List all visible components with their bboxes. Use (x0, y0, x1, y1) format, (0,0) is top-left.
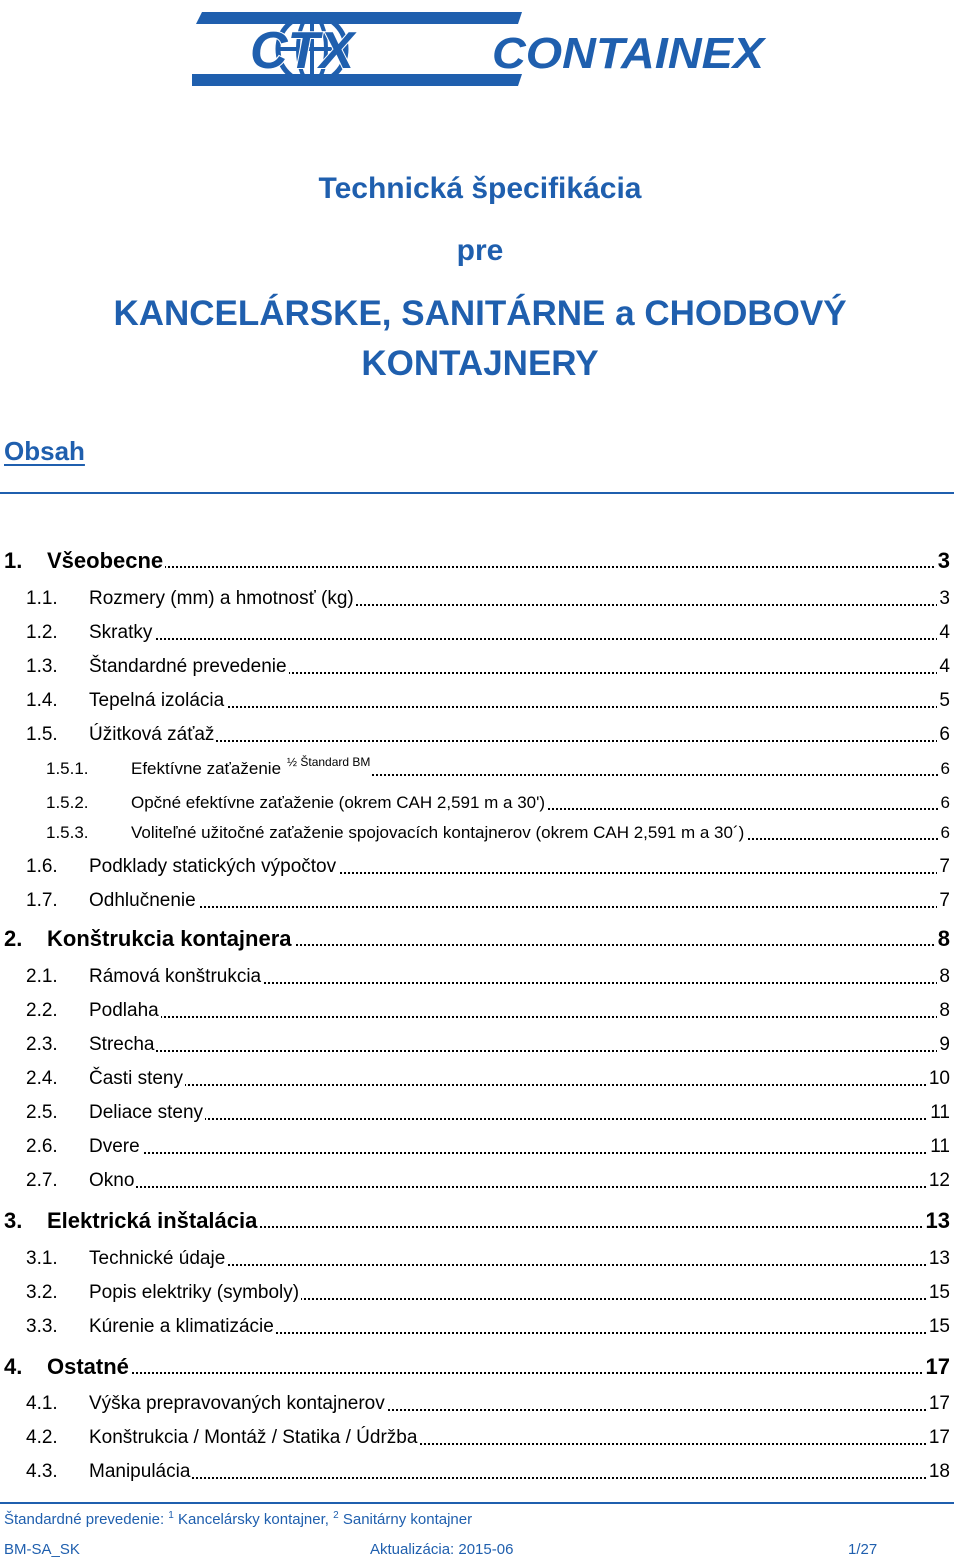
toc-entry-number: 1.5. (26, 724, 58, 745)
toc-entry-page: 7 (939, 890, 950, 911)
toc-entry-title (47, 549, 165, 573)
toc-leader-dots (89, 1477, 950, 1479)
toc-entry-page: 8 (939, 1000, 950, 1021)
toc-entry-number: 2.3. (26, 1034, 58, 1055)
toc-entry[interactable] (0, 1029, 960, 1057)
toc-entry-page: 4 (939, 622, 950, 643)
toc-entry-title-text: Popis elektriky (symboly) (89, 1282, 300, 1303)
toc-entry-title-text: Úžitková záťaž (89, 724, 215, 745)
toc-entry-page: 6 (939, 724, 950, 745)
toc-entry-title-text: Podklady statických výpočtov (89, 856, 337, 877)
toc-entry-page: 11 (930, 1136, 950, 1157)
toc-entry-title (89, 889, 198, 913)
toc-leader-dots (89, 1186, 950, 1188)
title-line-4: KONTAJNERY (361, 344, 599, 383)
toc-entry[interactable] (0, 1422, 960, 1450)
toc-entry-title (89, 965, 263, 989)
toc-entry-number: 1.6. (26, 856, 58, 877)
doc-code: BM-SA_SK (4, 1541, 80, 1558)
separator-top (0, 492, 954, 494)
toc-entry-title-text: Časti steny (89, 1068, 183, 1089)
toc-leader-dots (89, 1016, 950, 1018)
toc-entry-title-text: Strecha (89, 1034, 155, 1055)
toc-entry[interactable] (0, 1131, 960, 1159)
toc-entry-title-text: Tepelná izolácia (89, 690, 225, 711)
toc-entry-title (131, 821, 746, 845)
toc-leader-dots (89, 638, 950, 640)
toc-entry[interactable] (0, 1063, 960, 1091)
footer-note-item2: Sanitárny kontajner (338, 1511, 473, 1528)
toc-entry-title-text: Manipulácia (89, 1461, 191, 1482)
toc-leader-dots (89, 1084, 950, 1086)
toc-entry-title-text: Rozmery (mm) a hmotnosť (kg) (89, 588, 354, 609)
toc-entry-title (89, 1426, 419, 1450)
toc-entry-page: 3 (939, 588, 950, 609)
toc-entry-number: 1.1. (26, 588, 58, 609)
toc-entry-title-text: Efektívne zaťaženie (131, 759, 282, 778)
toc-entry-page: 8 (939, 966, 950, 987)
toc-entry-page: 6 (939, 821, 950, 845)
toc-entry[interactable] (0, 1165, 960, 1193)
toc-entry-number: 2.6. (26, 1136, 58, 1157)
toc-entry-title (89, 1460, 192, 1484)
footer-note-item1: Kancelársky kontajner, (173, 1511, 334, 1528)
toc-entry[interactable] (0, 1351, 960, 1379)
toc-entry[interactable] (0, 545, 960, 573)
toc-leader-dots (89, 1050, 950, 1052)
toc-entry-number: 1.7. (26, 890, 58, 911)
toc-entry[interactable] (0, 851, 960, 879)
toc-entry[interactable] (0, 617, 960, 645)
toc-entry-page: 17 (925, 1354, 950, 1379)
title-line-2: pre (456, 234, 504, 267)
toc-entry-title-text: Podlaha (89, 1000, 159, 1021)
toc-entry-title (89, 621, 154, 645)
toc-entry-title-text: Všeobecne (47, 548, 164, 573)
toc-entry-number: 2.1. (26, 966, 58, 987)
toc-entry-number: 4. (4, 1354, 23, 1379)
toc-entry-page: 18 (928, 1461, 950, 1482)
toc-entry-title (47, 1355, 131, 1379)
toc-entry-number: 2.2. (26, 1000, 58, 1021)
toc-entry-page: 17 (928, 1427, 950, 1448)
toc-entry-title (131, 750, 372, 781)
toc-entry-title (131, 791, 547, 815)
toc-entry-title (89, 1315, 276, 1339)
toc-entry-number: 4.2. (26, 1427, 58, 1448)
toc-entry-page: 17 (928, 1393, 950, 1414)
toc-entry-number: 3.1. (26, 1248, 58, 1269)
toc-entry-page: 6 (939, 757, 950, 781)
toc-entry-number: 1. (4, 548, 23, 573)
toc-entry-title-text: Kúrenie a klimatizácie (89, 1316, 274, 1337)
toc-entry[interactable] (0, 817, 960, 845)
toc-entry[interactable] (0, 787, 960, 815)
toc-leader-dots (89, 1118, 950, 1120)
footer-note-sup1: 1 (168, 1510, 174, 1521)
toc-entry[interactable] (0, 923, 960, 951)
toc-heading[interactable]: Obsah (4, 436, 85, 466)
toc-entry[interactable] (0, 1456, 960, 1484)
toc-entry-number: 3.2. (26, 1282, 58, 1303)
toc-entry-title-text: Elektrická inštalácia (47, 1208, 258, 1233)
toc-entry-number: 2.4. (26, 1068, 58, 1089)
toc-entry-title (89, 1135, 142, 1159)
toc-entry[interactable] (0, 1277, 960, 1305)
toc-entry[interactable] (0, 1243, 960, 1271)
toc-entry-page: 7 (939, 856, 950, 877)
toc-entry-page: 13 (928, 1248, 950, 1269)
toc-entry-title (89, 723, 216, 747)
toc-entry-page: 13 (925, 1208, 950, 1233)
toc-entry-title-text: Rámová konštrukcia (89, 966, 262, 987)
toc-entry-page: 5 (939, 690, 950, 711)
toc-entry-title-text: Konštrukcia / Montáž / Statika / Údržba (89, 1427, 418, 1448)
toc-entry-title-text: Deliace steny (89, 1102, 204, 1123)
toc-leader-dots (47, 566, 950, 568)
toc-entry-title-text: Technické údaje (89, 1248, 226, 1269)
toc-entry-number: 2.7. (26, 1170, 58, 1191)
toc-entry-title (89, 1169, 136, 1193)
toc-entry-title-text: Výška prepravovaných kontajnerov (89, 1393, 385, 1414)
toc-entry-title (47, 1209, 259, 1233)
toc-entry[interactable] (0, 995, 960, 1023)
toc-entry-title (89, 655, 289, 679)
toc-entry-title (89, 999, 161, 1023)
toc-entry-number: 1.4. (26, 690, 58, 711)
toc-entry-title (89, 1247, 227, 1271)
toc-entry-page: 9 (939, 1034, 950, 1055)
toc-entry-number: 2. (4, 926, 23, 951)
toc-leader-dots (47, 1372, 950, 1374)
footer-note-prefix: Štandardné prevedenie: (4, 1511, 169, 1528)
toc-entry-title-text: Dvere (89, 1136, 140, 1157)
toc-entry-page: 3 (937, 548, 950, 573)
toc-entry-number: 1.5.1. (46, 759, 89, 778)
toc-entry-title-text: Skratky (89, 622, 153, 643)
toc-entry[interactable] (0, 885, 960, 913)
toc-entry-title (47, 927, 294, 951)
separator-bottom (0, 1502, 954, 1504)
containex-logo (192, 10, 767, 88)
toc-entry-page: 15 (928, 1282, 950, 1303)
toc-entry-superscript: ½ Štandard BM (287, 755, 371, 769)
toc-entry-title (89, 1101, 205, 1125)
toc-entry-title-text: Odhlučnenie (89, 890, 196, 911)
toc-entry-page: 10 (928, 1068, 950, 1089)
toc-entry[interactable] (0, 753, 960, 781)
toc-leader-dots (89, 1152, 950, 1154)
toc-entry[interactable] (0, 1097, 960, 1125)
toc-entry-page: 4 (939, 656, 950, 677)
toc-entry-title (89, 1392, 387, 1416)
toc-entry-title-text: Okno (89, 1170, 135, 1191)
footer-note-sup2: 2 (333, 1510, 339, 1521)
toc-entry[interactable] (0, 1311, 960, 1339)
toc-entry-page: 8 (937, 926, 950, 951)
toc-entry-number: 1.3. (26, 656, 58, 677)
toc-entry-number: 4.3. (26, 1461, 58, 1482)
toc-entry[interactable] (0, 1388, 960, 1416)
toc-entry[interactable] (0, 719, 960, 747)
toc-leader-dots (89, 906, 950, 908)
toc-entry-number: 1.5.2. (46, 793, 89, 812)
toc-entry-title-text: Voliteľné užitočné zaťaženie spojovacích kontajnerov (okrem CAH 2,591 m a 30´) (131, 823, 745, 842)
toc-entry-page: 12 (928, 1170, 950, 1191)
logo-ctx-text: CTX (250, 22, 354, 80)
toc-entry-number: 1.2. (26, 622, 58, 643)
toc-entry-title-text: Ostatné (47, 1354, 129, 1379)
toc-leader-dots (89, 740, 950, 742)
footer-note (4, 1510, 472, 1528)
toc-entry-number: 1.5.3. (46, 823, 89, 842)
toc-entry-title (89, 587, 356, 611)
toc-entry-title-text: Konštrukcia kontajnera (47, 926, 292, 951)
toc-entry-title (89, 689, 226, 713)
toc-entry-title-text: Štandardné prevedenie (89, 656, 287, 677)
page-number: 1/27 (848, 1541, 878, 1558)
toc-entry[interactable] (0, 583, 960, 611)
toc-entry-title (89, 855, 338, 879)
toc-entry-title-text: Opčné efektívne zaťaženie (okrem CAH 2,591 m a 30') (131, 793, 546, 812)
toc-entry[interactable] (0, 651, 960, 679)
toc-entry[interactable] (0, 1205, 960, 1233)
toc-entry-title (89, 1033, 156, 1057)
toc-entry-page: 15 (928, 1316, 950, 1337)
logo-brand-text: CONTAINEX (492, 29, 767, 78)
toc-entry[interactable] (0, 685, 960, 713)
title-line-3: KANCELÁRSKE, SANITÁRNE a CHODBOVÝ (113, 294, 847, 333)
toc-entry-number: 3. (4, 1208, 23, 1233)
toc-entry-title (89, 1067, 185, 1091)
toc-entry-number: 3.3. (26, 1316, 58, 1337)
toc-entry-page: 6 (939, 791, 950, 815)
title-line-1: Technická špecifikácia (318, 172, 642, 205)
toc-entry-page: 11 (930, 1102, 950, 1123)
toc-entry[interactable] (0, 961, 960, 989)
update-date: Aktualizácia: 2015-06 (370, 1541, 514, 1558)
toc-entry-title (89, 1281, 301, 1305)
toc-entry-number: 4.1. (26, 1393, 58, 1414)
toc-entry-number: 2.5. (26, 1102, 58, 1123)
